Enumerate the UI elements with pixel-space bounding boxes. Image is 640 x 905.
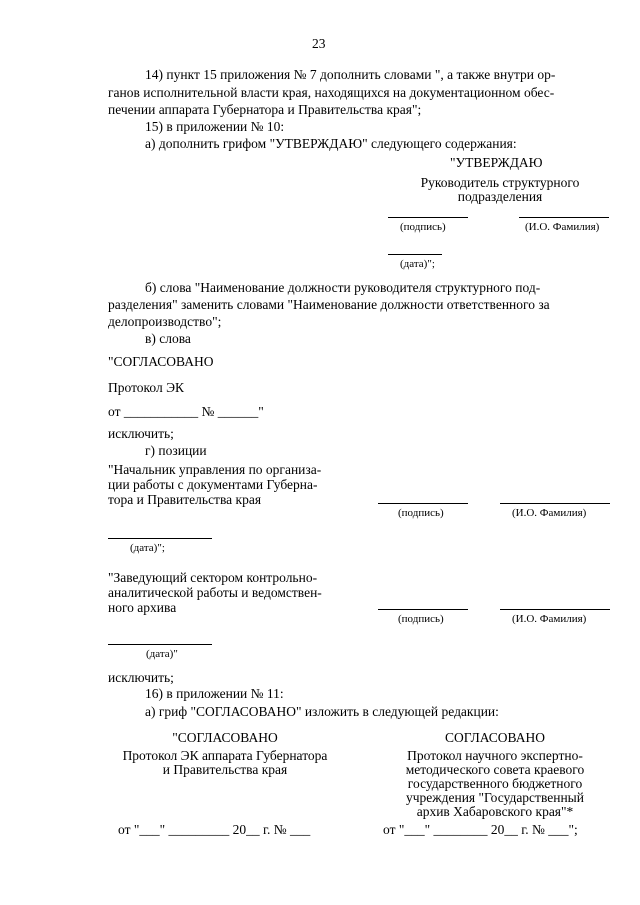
para14-line1: 14) пункт 15 приложения № 7 дополнить словами ", а также внутри ор- (145, 67, 556, 82)
agreed-right-from: от "___" ________ 20__ г. № ___"; (383, 822, 578, 837)
para16a: а) гриф "СОГЛАСОВАНО" изложить в следующей редакции: (145, 704, 499, 719)
page-number: 23 (312, 36, 326, 51)
agreed-right-line4: учреждения "Государственный (406, 790, 584, 805)
para15b-line2: разделения" заменить словами "Наименование должности ответственного за (108, 297, 550, 312)
position1-sign-label: (подпись) (398, 507, 444, 519)
position1-line1: "Начальник управления по организа- (108, 462, 322, 477)
para15v: в) слова (145, 331, 191, 346)
agreed-left-title: "СОГЛАСОВАНО (172, 730, 278, 745)
para15g: г) позиции (145, 443, 207, 458)
approve-role-line1: Руководитель структурного (420, 175, 580, 190)
protocol-ek: Протокол ЭК (108, 380, 185, 395)
position1-name-label: (И.О. Фамилия) (512, 507, 587, 519)
para14-line2: ганов исполнительной власти края, находящихся на документационном обес- (108, 85, 555, 100)
para14-line3: печении аппарата Губернатора и Правительства края"; (108, 102, 422, 117)
position1-line3: тора и Правительства края (108, 492, 262, 507)
approve-title: "УТВЕРЖДАЮ (450, 155, 543, 170)
position2-sign-label: (подпись) (398, 613, 444, 625)
approve-date-label: (дата)"; (400, 258, 435, 270)
approve-role-line2: подразделения (457, 189, 543, 204)
para15a: а) дополнить грифом "УТВЕРЖДАЮ" следующего содержания: (145, 136, 517, 151)
position2-line2: аналитической работы и ведомствен- (108, 585, 322, 600)
position2-name-line (500, 609, 610, 610)
para16-heading: 16) в приложении № 11: (145, 686, 284, 701)
approve-date-line (388, 254, 442, 255)
agreed-right-line1: Протокол научного экспертно- (407, 748, 583, 763)
agreed-right-line5: архив Хабаровского края"* (416, 804, 574, 819)
agreed-right-line3: государственного бюджетного (407, 776, 583, 791)
position1-line2: ции работы с документами Губерна- (108, 477, 318, 492)
agreed-left-line1: Протокол ЭК аппарата Губернатора (122, 748, 328, 763)
from-line: от ___________ № ______" (108, 404, 264, 419)
position2-line3: ного архива (108, 600, 177, 615)
position1-date-label: (дата)"; (130, 542, 165, 554)
position1-name-line (500, 503, 610, 504)
agreed-right-title: СОГЛАСОВАНО (445, 730, 545, 745)
agreed-right-line2: методического совета краевого (405, 762, 585, 777)
position2-date-label: (дата)" (146, 648, 178, 660)
position1-sign-line (378, 503, 468, 504)
position2-line1: "Заведующий сектором контрольно- (108, 570, 318, 585)
position2-sign-line (378, 609, 468, 610)
approve-name-line (519, 217, 609, 218)
agreed-left-from: от "___" _________ 20__ г. № ___ (118, 822, 311, 837)
approve-sign-label: (подпись) (400, 221, 446, 233)
agreed-quote: "СОГЛАСОВАНО (108, 354, 214, 369)
agreed-left-line2: и Правительства края (162, 762, 288, 777)
approve-name-label: (И.О. Фамилия) (525, 221, 600, 233)
para15b-line1: б) слова "Наименование должности руководителя структурного под- (145, 280, 541, 295)
position1-date-line (108, 538, 212, 539)
approve-sign-line (388, 217, 468, 218)
exclude2: исключить; (108, 670, 174, 685)
para15b-line3: делопроизводство"; (108, 314, 222, 329)
para15-heading: 15) в приложении № 10: (145, 119, 285, 134)
exclude1: исключить; (108, 426, 174, 441)
position2-date-line (108, 644, 212, 645)
position2-name-label: (И.О. Фамилия) (512, 613, 587, 625)
